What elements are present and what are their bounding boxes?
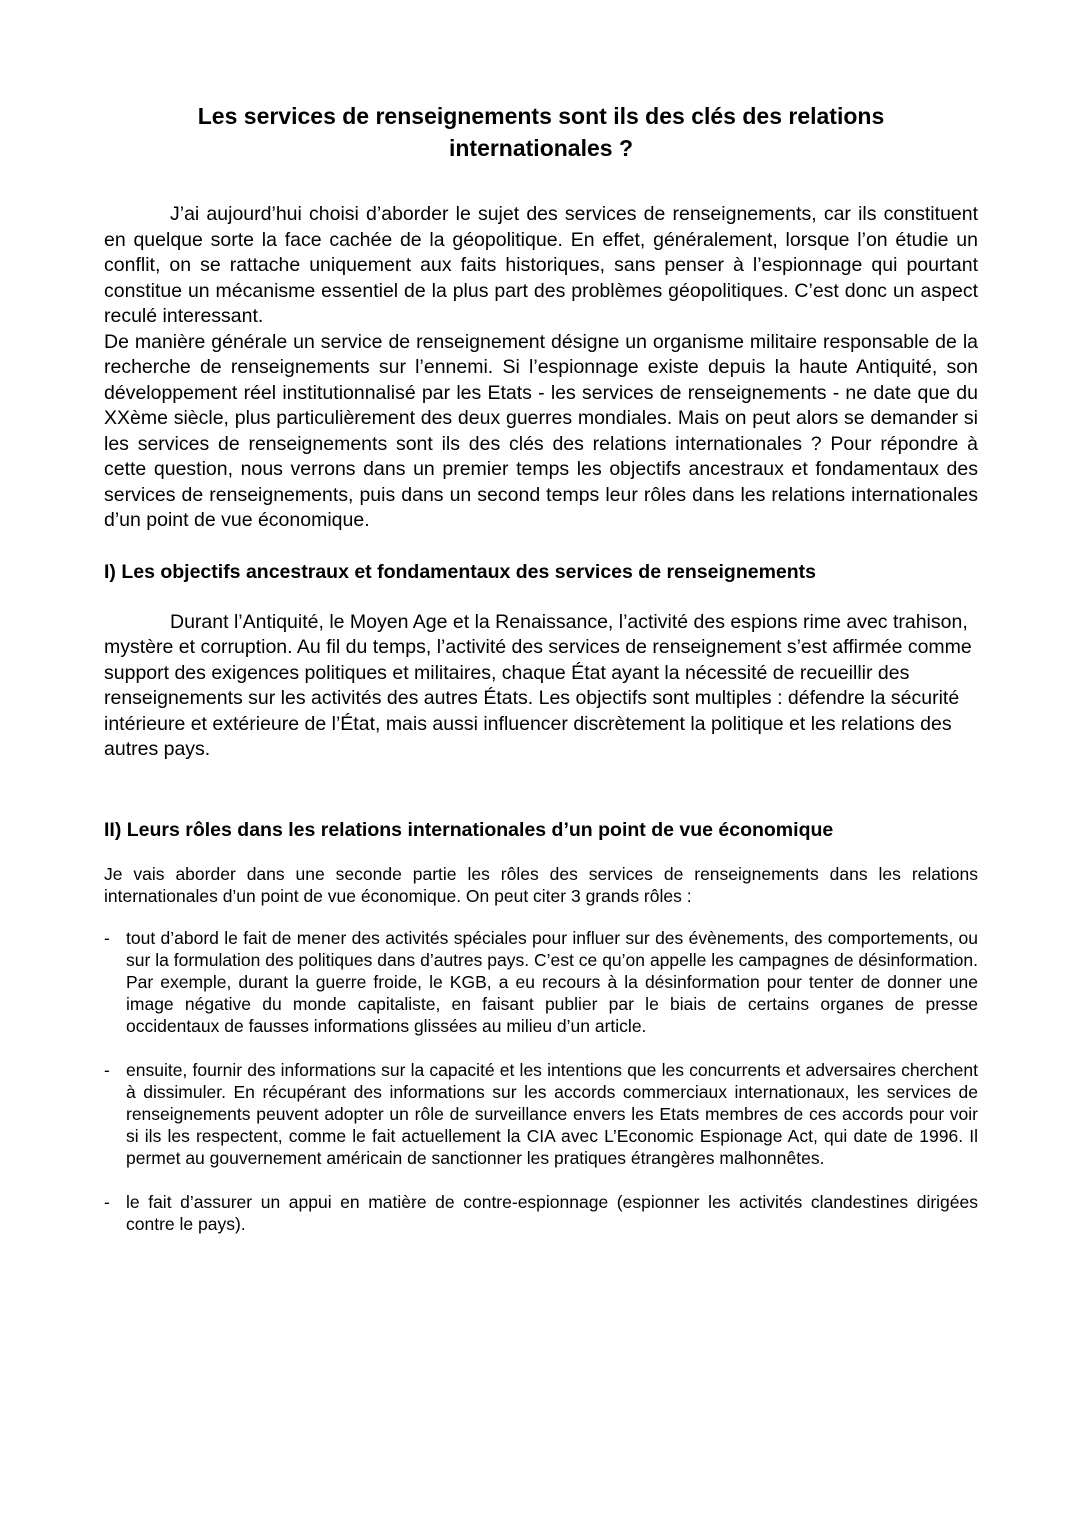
section-1-body: Durant l’Antiquité, le Moyen Age et la Renaissance, l’activité des espions rime avec trahison, mystère et corruption. Au fil du temps, l’activité des services de renseignement s’est affirmée comme support des exigences politiques et militaires, chaque État ayant la nécessité de recueillir des renseignements sur les activités des autres États. Les objectifs sont multiples : défendre la sécurité intérieure et extérieure de l’État, mais aussi influencer discrètement la politique et les relations des autres pays. [104,610,972,760]
list-item-text: le fait d’assurer un appui en matière de contre-espionnage (espionner les activités clandestines dirigées contre le pays). [126,1191,978,1234]
list-item-text: tout d’abord le fait de mener des activités spéciales pour influer sur des évènements, des comportements, ou sur la formulation des politiques dans d’autres pays. C’est ce qu’on appelle les campagnes de désinformation. Par exemple, durant la guerre froide, le KGB, a eu recours à la désinformation pour tenter de donner une image négative du monde capitaliste, en faisant publier par le biais de certains organes de presse occidentaux de fausses informations glissées au milieu d’un article. [126,927,978,1036]
introduction [104,202,978,534]
roles-list [104,927,978,1235]
list-item [104,1059,978,1169]
document-title: Les services de renseignements sont ils des clés des relations internationales ? [197,103,885,161]
intro-paragraph-1: J’ai aujourd’hui choisi d’aborder le sujet des services de renseignements, car ils constituent en quelque sorte la face cachée de la géopolitique. En effet, généralement, lorsque l’on étudie un conflit, on se rattache uniquement aux faits historiques, sans penser à l’espionnage qui pourtant constitue un mécanisme essentiel de la plus part des problèmes géopolitiques. C’est donc un aspect reculé interessant. [104,203,978,327]
section-1-heading: I) Les objectifs ancestraux et fondamentaux des services de renseignements [104,560,817,583]
list-item-text: ensuite, fournir des informations sur la capacité et les intentions que les concurrents et adversaires cherchent à dissimuler. En récupérant des informations sur les accords commerciaux internationaux, les services de renseignements peuvent adopter un rôle de surveillance envers les Etats membres de ces accords pour voir si ils les respectent, comme le fait actuellement la CIA avec L’Economic Espionage Act, qui date de 1996. Il permet au gouvernement américain de sanctionner les pratiques étrangères malhonnêtes. [126,1059,978,1168]
bullet-dash: - [104,1059,110,1080]
bullet-dash: - [104,927,110,948]
bullet-dash: - [104,1191,110,1212]
document-page [104,100,978,1257]
section-2-heading: II) Leurs rôles dans les relations internationales d’un point de vue économique [104,818,834,841]
intro-paragraph-2: De manière générale un service de renseignement désigne un organisme militaire responsable de la recherche de renseignements sur l’ennemi. Si l’espionnage existe depuis la haute Antiquité, son développement réel institutionnalisé par les Etats - les services de renseignements - ne date que du XXème siècle, plus particulièrement des deux guerres mondiales. Mais on peut alors se demander si les services de renseignements sont ils des clés des relations internationales ? Pour répondre à cette question, nous verrons dans un premier temps les objectifs ancestraux et fondamentaux des services de renseignements, puis dans un second temps leur rôles dans les relations internationales d’un point de vue économique. [104,330,978,531]
section-2-body: Je vais aborder dans une seconde partie les rôles des services de renseignements dans les relations internationales d’un point de vue économique. On peut citer 3 grands rôles : [104,863,978,906]
list-item [104,927,978,1037]
list-item [104,1191,978,1235]
